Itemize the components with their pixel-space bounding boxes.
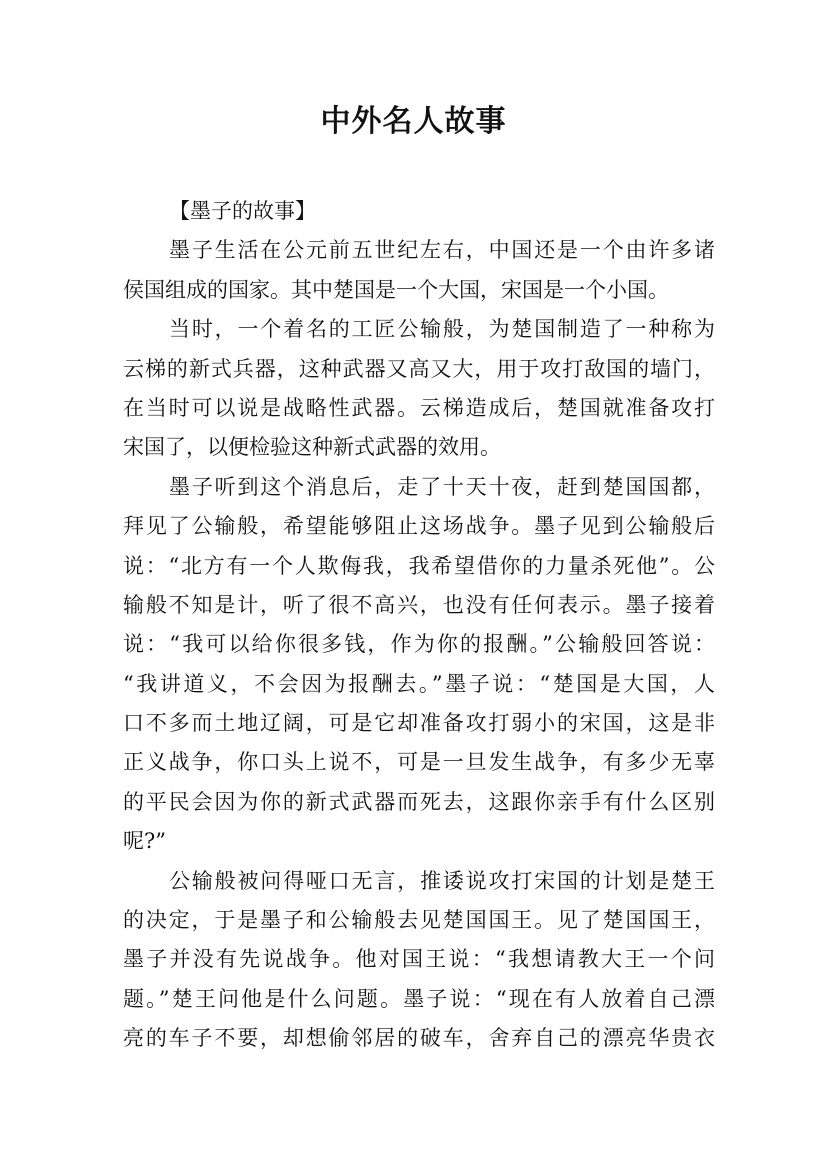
text-line: 正义战争，你口头上说不，可是一旦发生战争，有多少无辜 — [123, 750, 715, 775]
text-line: 公输般被问得哑口无言，推诿说攻打宋国的计划是楚王 — [169, 868, 715, 893]
text-line: 宋国了，以便检验这种新式武器的效用。 — [123, 435, 501, 460]
text-line: 的平民会因为你的新式武器而死去，这跟你亲手有什么区别 — [123, 789, 715, 814]
text-line: 输般不知是计，听了很不高兴，也没有任何表示。墨子接着 — [123, 592, 715, 617]
text-line: 题。”楚王问他是什么问题。墨子说：“现在有人放着自己漂 — [123, 986, 715, 1011]
text-line: 在当时可以说是战略性武器。云梯造成后，楚国就准备攻打 — [123, 395, 715, 420]
text-line: 呢?” — [123, 829, 166, 854]
text-line: 侯国组成的国家。其中楚国是一个大国，宋国是一个小国。 — [123, 277, 669, 302]
text-line: 墨子听到这个消息后，走了十天十夜，赶到楚国国都， — [169, 474, 715, 499]
text-line: “我讲道义，不会因为报酬去。”墨子说：“楚国是大国，人 — [123, 671, 715, 696]
page-title: 中外名人故事 — [320, 104, 507, 139]
text-line: 墨子生活在公元前五世纪左右，中国还是一个由许多诸 — [169, 238, 715, 263]
text-line: 墨子并没有先说战争。他对国王说：“我想请教大王一个问 — [123, 947, 715, 972]
text-line: 说：“北方有一个人欺侮我，我希望借你的力量杀死他”。公 — [123, 553, 715, 578]
text-line: 云梯的新式兵器，这种武器又高又大，用于攻打敌国的墙门， — [123, 356, 715, 381]
document-body — [123, 192, 715, 1059]
text-line: 拜见了公输般，希望能够阻止这场战争。墨子见到公输般后 — [123, 514, 715, 539]
text-line: 的决定，于是墨子和公输般去见楚国国王。见了楚国国王， — [123, 908, 715, 933]
text-line: 说：“我可以给你很多钱，作为你的报酬。”公输般回答说： — [123, 632, 715, 657]
text-line: 口不多而土地辽阔，可是它却准备攻打弱小的宋国，这是非 — [123, 711, 715, 736]
text-line: 亮的车子不要，却想偷邻居的破车，舍弃自己的漂亮华贵衣 — [123, 1026, 715, 1051]
text-line: 当时，一个着名的工匠公输般，为楚国制造了一种称为 — [169, 317, 715, 342]
text-line: 【墨子的故事】 — [169, 199, 316, 223]
